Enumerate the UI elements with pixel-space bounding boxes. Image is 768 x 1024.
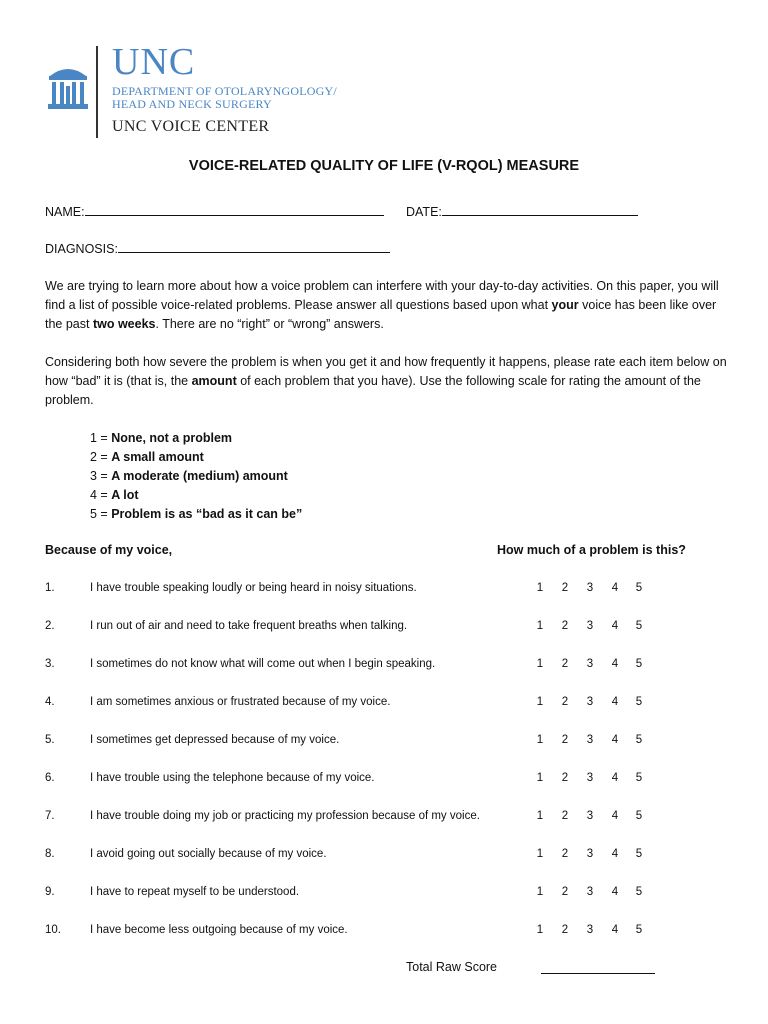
rating-option-2[interactable]: 2: [561, 772, 569, 784]
rating-option-3[interactable]: 3: [586, 848, 594, 860]
scale-item: [90, 486, 302, 505]
question-text: I sometimes do not know what will come out when I begin speaking.: [90, 658, 436, 670]
diagnosis-label: DIAGNOSIS:: [45, 242, 118, 256]
rating-option-5[interactable]: 5: [635, 734, 643, 746]
rating-option-3[interactable]: 3: [586, 620, 594, 632]
question-row: [0, 810, 768, 830]
question-text: I have trouble using the telephone because of my voice.: [90, 772, 375, 784]
rating-option-4[interactable]: 4: [611, 620, 619, 632]
scale-prefix: 1 =: [90, 431, 112, 445]
rating-option-3[interactable]: 3: [586, 734, 594, 746]
rating-option-5[interactable]: 5: [635, 886, 643, 898]
scale-item: [90, 429, 302, 448]
rating-option-1[interactable]: 1: [536, 848, 544, 860]
question-text: I avoid going out socially because of my voice.: [90, 848, 327, 860]
question-row: [0, 734, 768, 754]
intro-p1-bold-your: your: [551, 298, 579, 312]
question-number: 7.: [45, 810, 55, 822]
rating-option-1[interactable]: 1: [536, 734, 544, 746]
center-name: UNC VOICE CENTER: [112, 118, 270, 135]
question-number: 4.: [45, 696, 55, 708]
rating-option-5[interactable]: 5: [635, 582, 643, 594]
name-field[interactable]: [45, 203, 384, 219]
rating-option-4[interactable]: 4: [611, 848, 619, 860]
rating-option-2[interactable]: 2: [561, 886, 569, 898]
rating-option-5[interactable]: 5: [635, 924, 643, 936]
column-header-left: Because of my voice,: [45, 543, 173, 557]
rating-option-2[interactable]: 2: [561, 620, 569, 632]
question-number: 1.: [45, 582, 55, 594]
question-text: I run out of air and need to take frequent breaths when talking.: [90, 620, 408, 632]
scale-label: A moderate (medium) amount: [111, 469, 288, 483]
intro-p1-text-c: . There are no “right” or “wrong” answers.: [155, 317, 384, 331]
intro-p2-text-b: of each problem that you have). Use the following scale for rating the amount of the problem.: [45, 374, 701, 407]
rating-option-3[interactable]: 3: [586, 924, 594, 936]
rating-option-1[interactable]: 1: [536, 620, 544, 632]
question-row: [0, 582, 768, 602]
rating-option-3[interactable]: 3: [586, 696, 594, 708]
question-row: [0, 772, 768, 792]
question-number: 2.: [45, 620, 55, 632]
scale-item: [90, 448, 302, 467]
department-name-line1: DEPARTMENT OF OTOLARYNGOLOGY/: [112, 84, 337, 98]
scale-item: [90, 467, 302, 486]
rating-option-1[interactable]: 1: [536, 658, 544, 670]
rating-option-2[interactable]: 2: [561, 658, 569, 670]
scale-label: A lot: [111, 488, 139, 502]
date-line[interactable]: [442, 203, 638, 216]
rating-option-4[interactable]: 4: [611, 924, 619, 936]
old-well-icon: [46, 62, 90, 112]
intro-p1-text-b: voice has been like over the past: [45, 298, 717, 331]
scale-label: None, not a problem: [111, 431, 233, 445]
question-number: 6.: [45, 772, 55, 784]
question-number: 8.: [45, 848, 55, 860]
total-raw-score-line[interactable]: [541, 973, 655, 974]
column-header-right: How much of a problem is this?: [497, 543, 686, 557]
total-raw-score-label: Total Raw Score: [406, 960, 498, 974]
rating-option-5[interactable]: 5: [635, 810, 643, 822]
logo-wordmark: UNC: [112, 41, 196, 83]
question-text: I have trouble speaking loudly or being heard in noisy situations.: [90, 582, 417, 594]
rating-option-2[interactable]: 2: [561, 582, 569, 594]
scale-prefix: 2 =: [90, 450, 112, 464]
form-title: VOICE-RELATED QUALITY OF LIFE (V-RQOL) MEASURE: [188, 158, 580, 174]
rating-option-1[interactable]: 1: [536, 810, 544, 822]
date-label: DATE:: [406, 205, 442, 219]
rating-option-4[interactable]: 4: [611, 886, 619, 898]
name-label: NAME:: [45, 205, 85, 219]
scale-prefix: 5 =: [90, 507, 112, 521]
rating-option-3[interactable]: 3: [586, 810, 594, 822]
intro-p2-text-a: Considering both how severe the problem is when you get it and how frequently it happens, please rate each item below on how “bad” it is (that is, the: [45, 355, 727, 388]
logo-divider: [96, 46, 98, 138]
rating-option-5[interactable]: 5: [635, 772, 643, 784]
rating-option-5[interactable]: 5: [635, 696, 643, 708]
question-text: I sometimes get depressed because of my voice.: [90, 734, 340, 746]
question-row: [0, 696, 768, 716]
scale-prefix: 3 =: [90, 469, 112, 483]
question-text: I have to repeat myself to be understood.: [90, 886, 300, 898]
intro-paragraph-1: [45, 277, 735, 334]
rating-option-2[interactable]: 2: [561, 734, 569, 746]
rating-option-3[interactable]: 3: [586, 658, 594, 670]
rating-option-3[interactable]: 3: [586, 772, 594, 784]
intro-p2-bold-amount: amount: [191, 374, 237, 388]
scale-label: A small amount: [111, 450, 204, 464]
diagnosis-line[interactable]: [118, 240, 390, 253]
rating-option-5[interactable]: 5: [635, 658, 643, 670]
question-text: I have trouble doing my job or practicing my profession because of my voice.: [90, 810, 480, 822]
rating-option-4[interactable]: 4: [611, 772, 619, 784]
question-number: 5.: [45, 734, 55, 746]
rating-option-1[interactable]: 1: [536, 582, 544, 594]
scale-prefix: 4 =: [90, 488, 112, 502]
name-line[interactable]: [85, 203, 384, 216]
rating-option-5[interactable]: 5: [635, 620, 643, 632]
question-number: 10.: [45, 924, 61, 936]
rating-option-4[interactable]: 4: [611, 810, 619, 822]
rating-option-3[interactable]: 3: [586, 886, 594, 898]
rating-option-1[interactable]: 1: [536, 924, 544, 936]
diagnosis-field[interactable]: [45, 240, 390, 256]
question-number: 3.: [45, 658, 55, 670]
rating-option-1[interactable]: 1: [536, 886, 544, 898]
rating-option-2[interactable]: 2: [561, 924, 569, 936]
unc-logo: [46, 41, 346, 140]
rating-option-2[interactable]: 2: [561, 848, 569, 860]
intro-p1-text-a: We are trying to learn more about how a voice problem can interfere with your day-to-day activities. On this paper, you will find a list of possible voice-related problems. Please answer all questions based upon what: [45, 279, 719, 312]
rating-option-2[interactable]: 2: [561, 696, 569, 708]
scale-item: [90, 505, 302, 524]
question-row: [0, 924, 768, 944]
question-number: 9.: [45, 886, 55, 898]
rating-option-5[interactable]: 5: [635, 848, 643, 860]
question-row: [0, 658, 768, 678]
question-row: [0, 886, 768, 906]
rating-option-4[interactable]: 4: [611, 696, 619, 708]
question-row: [0, 620, 768, 640]
rating-option-3[interactable]: 3: [586, 582, 594, 594]
rating-option-1[interactable]: 1: [536, 772, 544, 784]
scale-label: Problem is as “bad as it can be”: [111, 507, 303, 521]
date-field[interactable]: [406, 203, 638, 219]
intro-p1-bold-two-weeks: two weeks: [92, 317, 156, 331]
rating-option-4[interactable]: 4: [611, 582, 619, 594]
question-text: I am sometimes anxious or frustrated because of my voice.: [90, 696, 391, 708]
intro-paragraph-2: [45, 353, 735, 410]
rating-option-2[interactable]: 2: [561, 810, 569, 822]
rating-option-4[interactable]: 4: [611, 734, 619, 746]
rating-scale: [90, 429, 302, 524]
department-name-line2: HEAD AND NECK SURGERY: [112, 97, 272, 111]
question-row: [0, 848, 768, 868]
rating-option-4[interactable]: 4: [611, 658, 619, 670]
question-text: I have become less outgoing because of my voice.: [90, 924, 348, 936]
rating-option-1[interactable]: 1: [536, 696, 544, 708]
